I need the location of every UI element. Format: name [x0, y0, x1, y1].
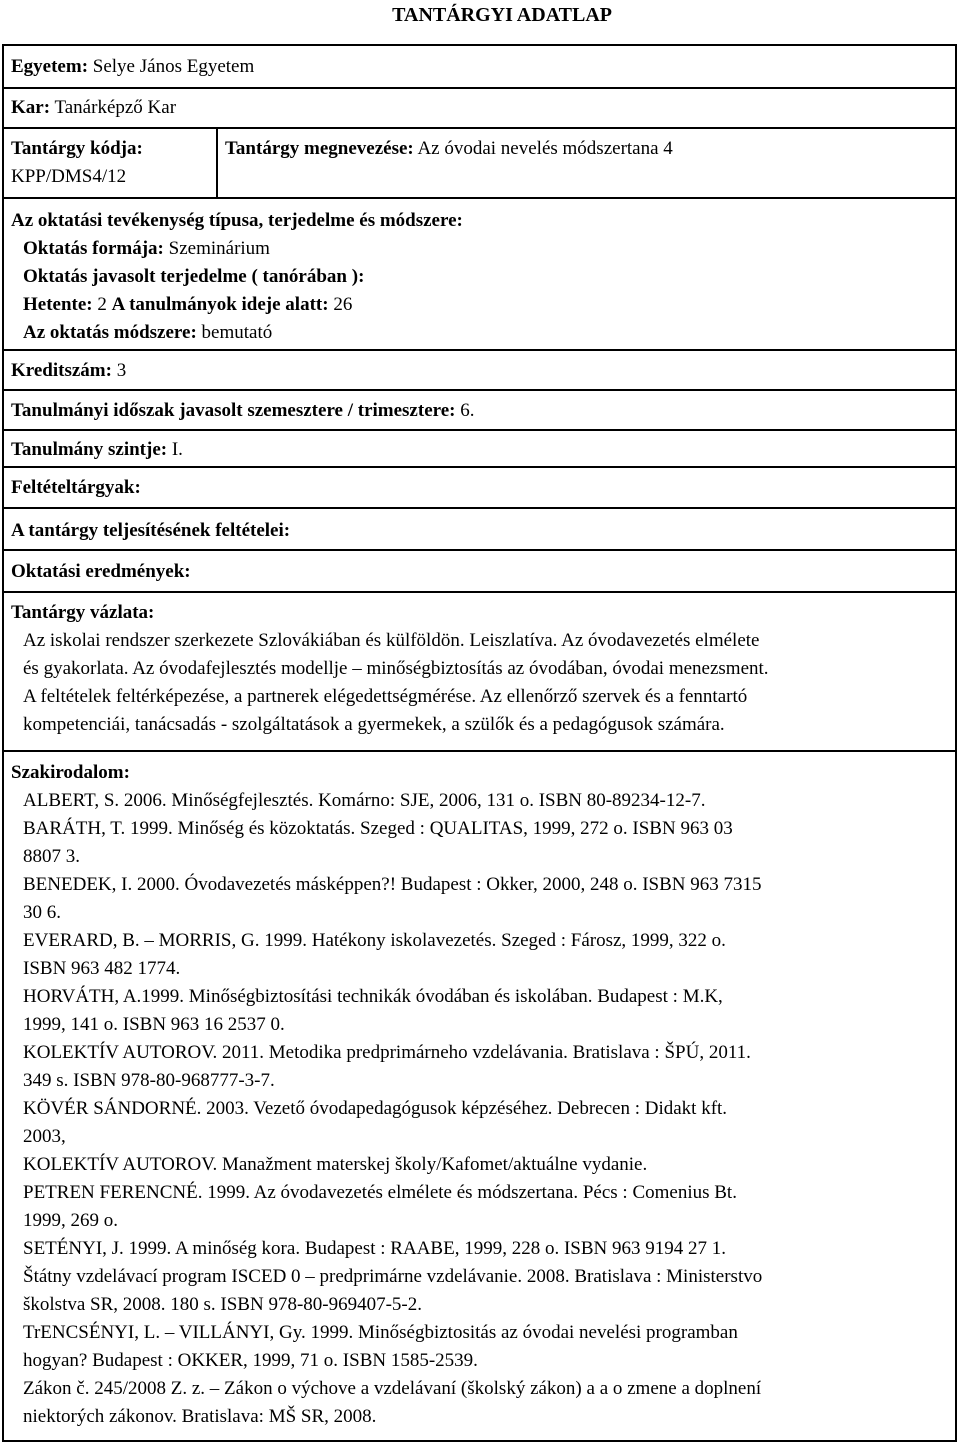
course-code-value: KPP/DMS4/12 [11, 166, 127, 187]
faculty-row [4, 89, 955, 129]
literature-line: BENEDEK, I. 2000. Óvodavezetés másképpen?! Budapest : Okker, 2000, 248 o. ISBN 963 7315 [23, 874, 762, 895]
activity-scope-label: Oktatás javasolt terjedelme ( tanórában ): [23, 266, 365, 287]
requirements-label: A tantárgy teljesítésének feltételei: [11, 520, 291, 541]
activity-total-label: A tanulmányok ideje alatt: [111, 294, 329, 315]
literature-line: ISBN 963 482 1774. [23, 958, 181, 979]
course-code-label: Tantárgy kódja: [11, 138, 143, 159]
literature-line: niektorých zákonov. Bratislava: MŠ SR, 2008. [23, 1406, 377, 1427]
course-name-cell [218, 129, 955, 199]
activity-total-value: 26 [333, 294, 353, 315]
literature-line: Zákon č. 245/2008 Z. z. – Zákon o výchove a vzdelávaní (školský zákon) a a o zmene a doplnení [23, 1378, 762, 1399]
literature-line: KÖVÉR SÁNDORNÉ. 2003. Vezető óvodapedagógusok képzéséhez. Debrecen : Didakt kft. [23, 1098, 728, 1119]
outline-line: Az iskolai rendszer szerkezete Szlovákiában és külföldön. Leiszlatíva. Az óvodavezetés elmélete [23, 630, 760, 651]
activity-method-value: bemutató [201, 322, 273, 343]
level-row [4, 431, 955, 468]
credits-value: 3 [116, 360, 127, 381]
literature-line: 2003, [23, 1126, 66, 1147]
literature-line: školstva SR, 2008. 180 s. ISBN 978-80-969407-5-2. [23, 1294, 423, 1315]
level-label: Tanulmány szintje: [11, 439, 168, 460]
course-name-label: Tantárgy megnevezése: [225, 138, 414, 159]
literature-section [4, 752, 955, 1440]
level-value: I. [171, 439, 183, 460]
credits-row [4, 351, 955, 391]
outline-line: A feltételek feltérképezése, a partnerek elégedettségmérése. Az ellenőrző szervek és a fenntartó [23, 686, 748, 707]
outline-text [11, 627, 955, 739]
semester-value: 6. [460, 400, 475, 421]
literature-line: KOLEKTÍV AUTOROV. Manažment materskej školy/Kafomet/aktuálne vydanie. [23, 1154, 648, 1175]
literature-line: Štátny vzdelávací program ISCED 0 – predprimárne vzdelávanie. 2008. Bratislava : Ministerstvo [23, 1266, 763, 1287]
literature-line: 8807 3. [23, 846, 80, 867]
literature-line: 1999, 141 o. ISBN 963 16 2537 0. [23, 1014, 285, 1035]
literature-line: ALBERT, S. 2006. Minőségfejlesztés. Komárno: SJE, 2006, 131 o. ISBN 80-89234-12-7. [23, 790, 706, 811]
faculty-label: Kar: [11, 97, 51, 118]
course-code-cell [4, 129, 218, 199]
activity-form-value: Szeminárium [168, 238, 270, 259]
literature-line: EVERARD, B. – MORRIS, G. 1999. Hatékony iskolavezetés. Szeged : Fárosz, 1999, 322 o. [23, 930, 726, 951]
literature-line: SETÉNYI, J. 1999. A minőség kora. Budapest : RAABE, 1999, 228 o. ISBN 963 9194 27 1. [23, 1238, 726, 1259]
literature-line: 1999, 269 o. [23, 1210, 118, 1231]
outline-label: Tantárgy vázlata: [11, 602, 155, 623]
literature-line: 30 6. [23, 902, 61, 923]
literature-line: PETREN FERENCNÉ. 1999. Az óvodavezetés elmélete és módszertana. Pécs : Comenius Bt. [23, 1182, 737, 1203]
page-title: TANTÁRGYI ADATLAP [392, 4, 612, 26]
activity-heading: Az oktatási tevékenység típusa, terjedelme és módszere: [11, 210, 463, 231]
course-sheet [2, 44, 957, 1442]
course-name-value: Az óvodai nevelés módszertana 4 [417, 138, 673, 159]
activity-weekly-value: 2 [97, 294, 107, 315]
literature-line: TrENCSÉNYI, L. – VILLÁNYI, Gy. 1999. Minőségbiztositás az óvodai nevelési programban [23, 1322, 738, 1343]
requirements-row [4, 509, 955, 551]
outcomes-row [4, 551, 955, 593]
literature-line: hogyan? Budapest : OKKER, 1999, 71 o. ISBN 1585-2539. [23, 1350, 478, 1371]
semester-row [4, 391, 955, 431]
prerequisites-row [4, 468, 955, 509]
outline-line: és gyakorlata. Az óvodafejlesztés modellje – minőségbiztosítás az óvodában, óvodai menezsment. [23, 658, 769, 679]
activity-weekly-label: Hetente: [23, 294, 93, 315]
literature-line: HORVÁTH, A.1999. Minőségbiztosítási technikák óvodában és iskolában. Budapest : M.K, [23, 986, 723, 1007]
credits-label: Kreditszám: [11, 360, 112, 381]
literature-line: BARÁTH, T. 1999. Minőség és közoktatás. Szeged : QUALITAS, 1999, 272 o. ISBN 963 03 [23, 818, 733, 839]
activity-section [4, 199, 955, 351]
literature-label: Szakirodalom: [11, 762, 130, 783]
literature-list [11, 787, 955, 1431]
prerequisites-label: Feltételtárgyak: [11, 477, 141, 498]
university-row [4, 46, 955, 89]
university-label: Egyetem: [11, 56, 89, 77]
activity-form-label: Oktatás formája: [23, 238, 164, 259]
outline-line: kompetenciái, tanácsadás - szolgáltatások a gyermekek, a szülők és a pedagógusok számára. [23, 714, 725, 735]
faculty-value: Tanárképző Kar [54, 97, 177, 118]
literature-line: KOLEKTÍV AUTOROV. 2011. Metodika predprimárneho vzdelávania. Bratislava : ŠPÚ, 2011. [23, 1042, 751, 1063]
activity-method-label: Az oktatás módszere: [23, 322, 197, 343]
semester-label: Tanulmányi időszak javasolt szemesztere / trimesztere: [11, 400, 456, 421]
university-value: Selye János Egyetem [92, 56, 255, 77]
literature-line: 349 s. ISBN 978-80-968777-3-7. [23, 1070, 275, 1091]
outline-section [4, 593, 955, 752]
outcomes-label: Oktatási eredmények: [11, 561, 191, 582]
